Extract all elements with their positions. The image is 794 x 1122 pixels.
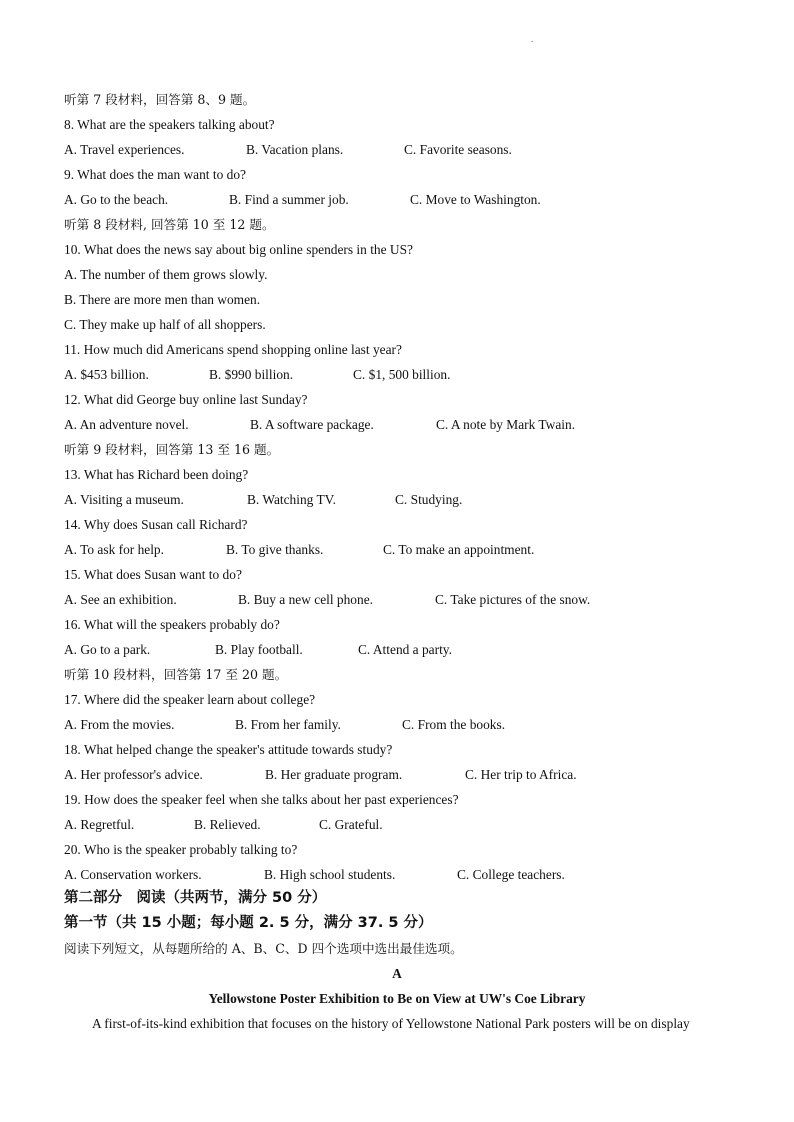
- option-c: C. A note by Mark Twain.: [436, 417, 576, 432]
- option-b: B. High school students.: [264, 867, 396, 882]
- question-stem: 15. What does Susan want to do?: [64, 567, 242, 582]
- option-a: A. To ask for help.: [64, 542, 164, 557]
- option-row: [64, 489, 764, 511]
- option-row: [64, 764, 764, 786]
- option-row: [64, 139, 764, 161]
- option-c: C. Her trip to Africa.: [465, 767, 577, 782]
- section-heading: 第一节（共 15 小题；每小题 2. 5 分，满分 37. 5 分）: [64, 915, 433, 931]
- passage-paragraph: A first-of-its-kind exhibition that focuses on the history of Yellowstone National Park posters will be on display: [92, 1016, 690, 1031]
- option-row: [64, 589, 764, 611]
- option-b: B. $990 billion.: [209, 367, 294, 382]
- option-a: A. Conservation workers.: [64, 867, 202, 882]
- option-row: [64, 639, 764, 661]
- passage-letter: A: [392, 966, 402, 981]
- option-c: C. Take pictures of the snow.: [435, 592, 591, 607]
- option-a: A. The number of them grows slowly.: [64, 267, 268, 282]
- option-a: A. Go to the beach.: [64, 192, 169, 207]
- part-heading: 第二部分 阅读（共两节，满分 50 分）: [64, 890, 327, 906]
- option-c: C. To make an appointment.: [383, 542, 535, 557]
- option-c: C. $1, 500 billion.: [353, 367, 451, 382]
- question-stem: 10. What does the news say about big online spenders in the US?: [64, 242, 413, 257]
- option-c: C. College teachers.: [457, 867, 565, 882]
- option-row: [64, 714, 764, 736]
- option-c: C. Move to Washington.: [410, 192, 541, 207]
- option-c: C. They make up half of all shoppers.: [64, 317, 266, 332]
- option-a: A. See an exhibition.: [64, 592, 177, 607]
- question-stem: 17. Where did the speaker learn about college?: [64, 692, 316, 707]
- option-b: B. Watching TV.: [247, 492, 336, 507]
- option-b: B. Vacation plans.: [246, 142, 344, 157]
- option-row: [64, 814, 764, 836]
- option-a: A. Visiting a museum.: [64, 492, 184, 507]
- option-c: C. Studying.: [395, 492, 463, 507]
- option-b: B. Relieved.: [194, 817, 261, 832]
- question-stem: 12. What did George buy online last Sunday?: [64, 392, 308, 407]
- option-row: [64, 364, 764, 386]
- option-c: C. Favorite seasons.: [404, 142, 512, 157]
- question-stem: 20. Who is the speaker probably talking to?: [64, 842, 298, 857]
- option-a: A. An adventure novel.: [64, 417, 189, 432]
- option-a: A. Travel experiences.: [64, 142, 185, 157]
- question-stem: 18. What helped change the speaker's attitude towards study?: [64, 742, 393, 757]
- question-stem: 14. Why does Susan call Richard?: [64, 517, 248, 532]
- section-instruction: 听第 10 段材料，回答第 17 至 20 题。: [64, 667, 288, 682]
- header-mark: .: [531, 34, 534, 44]
- option-a: A. From the movies.: [64, 717, 175, 732]
- option-c: C. Attend a party.: [358, 642, 452, 657]
- option-b: B. There are more men than women.: [64, 292, 261, 307]
- option-a: A. Go to a park.: [64, 642, 151, 657]
- section-instruction: 听第 7 段材料，回答第 8、9 题。: [64, 92, 256, 107]
- option-b: B. Buy a new cell phone.: [238, 592, 373, 607]
- option-row: [64, 189, 764, 211]
- question-stem: 16. What will the speakers probably do?: [64, 617, 280, 632]
- passage-title: Yellowstone Poster Exhibition to Be on View at UW's Coe Library: [208, 991, 586, 1006]
- section-instruction: 听第 8 段材料, 回答第 10 至 12 题。: [64, 217, 275, 232]
- question-stem: 8. What are the speakers talking about?: [64, 117, 275, 132]
- reading-instruction: 阅读下列短文，从每题所给的 A、B、C、D 四个选项中选出最佳选项。: [64, 941, 463, 956]
- option-a: A. Regretful.: [64, 817, 135, 832]
- option-a: A. $453 billion.: [64, 367, 149, 382]
- option-row: [64, 414, 764, 436]
- option-c: C. From the books.: [402, 717, 506, 732]
- question-stem: 19. How does the speaker feel when she talks about her past experiences?: [64, 792, 459, 807]
- option-b: B. From her family.: [235, 717, 341, 732]
- question-stem: 13. What has Richard been doing?: [64, 467, 249, 482]
- option-b: B. Find a summer job.: [229, 192, 349, 207]
- question-stem: 9. What does the man want to do?: [64, 167, 246, 182]
- option-b: B. A software package.: [250, 417, 374, 432]
- option-row: [64, 539, 764, 561]
- option-b: B. Play football.: [215, 642, 303, 657]
- option-a: A. Her professor's advice.: [64, 767, 203, 782]
- option-b: B. Her graduate program.: [265, 767, 403, 782]
- option-row: [64, 864, 764, 886]
- option-c: C. Grateful.: [319, 817, 383, 832]
- section-instruction: 听第 9 段材料，回答第 13 至 16 题。: [64, 442, 280, 457]
- option-b: B. To give thanks.: [226, 542, 324, 557]
- question-stem: 11. How much did Americans spend shopping online last year?: [64, 342, 402, 357]
